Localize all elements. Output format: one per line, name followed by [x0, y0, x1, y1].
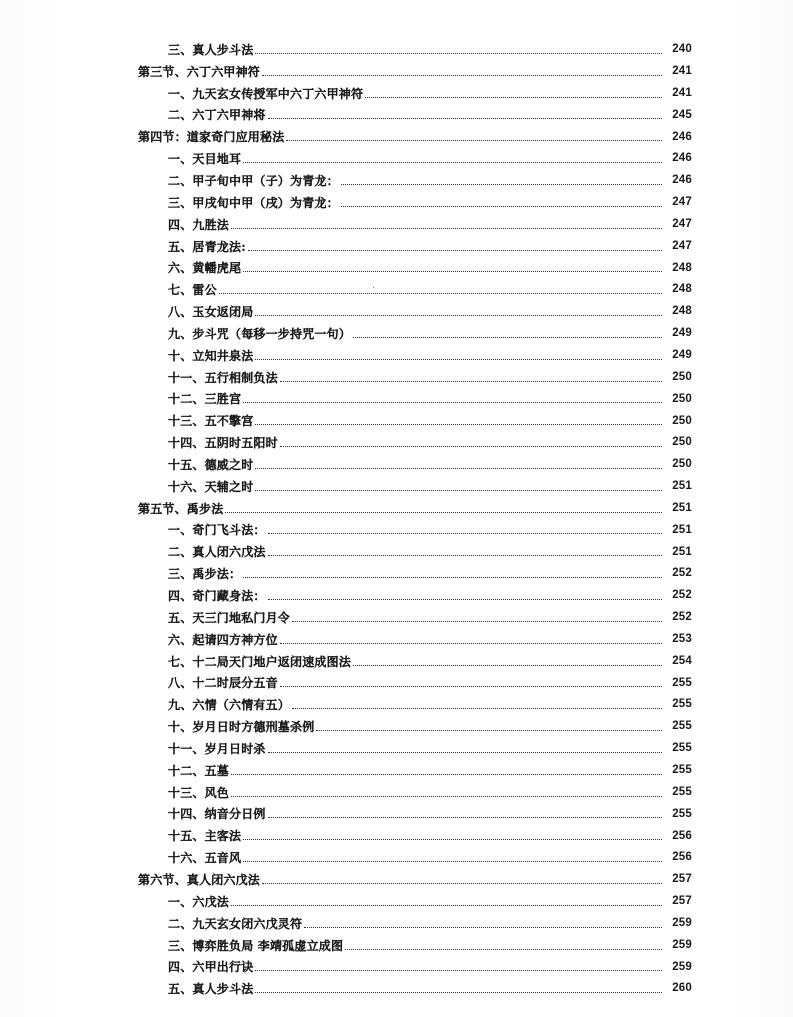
toc-entry-title: 一、天目地耳 — [168, 152, 242, 167]
toc-page-number: 252 — [672, 611, 692, 624]
dot-leader — [219, 292, 662, 294]
toc-page-number: 251 — [672, 501, 692, 514]
toc-entry — [0, 672, 793, 694]
toc-entry-title: 八、玉女返闭局 — [168, 305, 254, 320]
toc-page-number: 246 — [672, 152, 692, 165]
toc-entry — [0, 170, 793, 192]
toc-entry — [0, 148, 793, 170]
toc-page-number: 251 — [672, 480, 692, 493]
toc-entry — [0, 257, 793, 279]
toc-entry-title: 十六、天辅之时 — [168, 479, 254, 494]
toc-entry — [0, 585, 793, 607]
toc-page-number: 251 — [672, 523, 692, 536]
dot-leader — [231, 904, 662, 906]
scan-speck — [373, 287, 374, 288]
toc-section-heading — [0, 869, 793, 891]
toc-entry — [0, 563, 793, 585]
dot-leader — [365, 96, 662, 98]
toc-entry — [0, 345, 793, 367]
toc-entry — [0, 520, 793, 542]
dot-leader — [243, 576, 662, 578]
toc-page-number: 250 — [672, 414, 692, 427]
toc-entry — [0, 323, 793, 345]
toc-entry-title: 三、甲戌旬中甲（戌）为青龙： — [168, 195, 339, 210]
toc-entry-title: 一、六戊法 — [168, 894, 230, 909]
toc-page-number: 259 — [672, 938, 692, 951]
toc-entry-title: 二、六丁六甲神将 — [168, 108, 266, 123]
toc-page-number: 252 — [672, 567, 692, 580]
toc-entry-title: 三、博弈胜负局 李靖孤虚立成图 — [168, 938, 344, 953]
dot-leader — [255, 358, 662, 360]
toc-entry-title: 十五、德威之时 — [168, 457, 254, 472]
toc-page-number: 241 — [672, 86, 692, 99]
toc-page-number: 247 — [672, 239, 692, 252]
toc-page-number: 247 — [672, 217, 692, 230]
dot-leader — [286, 139, 662, 141]
toc-entry — [0, 825, 793, 847]
dot-leader — [345, 948, 662, 950]
dot-leader — [243, 860, 662, 862]
toc-entry-title: 九、六情（六情有五） — [168, 698, 291, 713]
toc-entry — [0, 105, 793, 127]
toc-page-number: 259 — [672, 960, 692, 973]
toc-entry — [0, 956, 793, 978]
toc-entry-title: 十一、岁月日时杀 — [168, 741, 266, 756]
toc-section-heading — [0, 126, 793, 148]
dot-leader — [280, 445, 662, 447]
dot-leader — [255, 423, 662, 425]
dot-leader — [292, 707, 662, 709]
toc-entry-title: 二、九天玄女闭六戊灵符 — [168, 916, 303, 931]
table-of-contents — [0, 39, 793, 1000]
toc-entry — [0, 782, 793, 804]
dot-leader — [268, 117, 662, 119]
toc-page-number: 250 — [672, 458, 692, 471]
toc-entry — [0, 83, 793, 105]
dot-leader — [243, 401, 662, 403]
toc-entry — [0, 432, 793, 454]
dot-leader — [255, 52, 662, 54]
toc-entry-title: 五、天三门地私门月令 — [168, 610, 291, 625]
dot-leader — [255, 991, 662, 993]
toc-entry — [0, 607, 793, 629]
dot-leader — [243, 270, 662, 272]
dot-leader — [268, 554, 662, 556]
toc-entry-title: 三、禹步法： — [168, 567, 242, 582]
toc-entry-title: 十三、风色 — [168, 785, 230, 800]
dot-leader — [243, 161, 662, 163]
toc-entry-title: 第五节、禹步法 — [138, 501, 224, 516]
toc-entry — [0, 978, 793, 1000]
toc-page-number: 251 — [672, 545, 692, 558]
toc-entry — [0, 716, 793, 738]
dot-leader — [248, 249, 662, 251]
toc-page-number: 250 — [672, 436, 692, 449]
toc-entry-title: 一、奇门飞斗法： — [168, 523, 266, 538]
toc-page-number: 247 — [672, 196, 692, 209]
dot-leader — [231, 795, 662, 797]
toc-entry-title: 十五、主客法 — [168, 829, 242, 844]
toc-entry-title: 一、九天玄女传授军中六丁六甲神符 — [168, 86, 364, 101]
toc-page-number: 255 — [672, 676, 692, 689]
toc-entry — [0, 760, 793, 782]
toc-entry-title: 十三、五不擎宫 — [168, 414, 254, 429]
dot-leader — [341, 205, 662, 207]
toc-entry-title: 十四、五阴时五阳时 — [168, 436, 278, 451]
toc-page-number: 255 — [672, 785, 692, 798]
toc-entry-title: 四、奇门藏身法： — [168, 589, 266, 604]
toc-page-number: 257 — [672, 873, 692, 886]
toc-page-number: 246 — [672, 130, 692, 143]
toc-entry — [0, 301, 793, 323]
toc-page-number: 256 — [672, 851, 692, 864]
toc-entry — [0, 913, 793, 935]
toc-entry — [0, 541, 793, 563]
dot-leader — [304, 926, 662, 928]
toc-page-number: 260 — [672, 982, 692, 995]
toc-entry — [0, 410, 793, 432]
toc-entry — [0, 367, 793, 389]
toc-entry-title: 十四、纳音分日例 — [168, 807, 266, 822]
toc-entry-title: 十、岁月日时方德刑墓杀例 — [168, 720, 315, 735]
toc-entry — [0, 804, 793, 826]
toc-page-number: 255 — [672, 764, 692, 777]
toc-entry-title: 十六、五音风 — [168, 851, 242, 866]
toc-entry — [0, 651, 793, 673]
toc-page-number: 255 — [672, 807, 692, 820]
toc-entry — [0, 847, 793, 869]
toc-page-number: 241 — [672, 65, 692, 78]
toc-page-number: 252 — [672, 589, 692, 602]
toc-entry — [0, 214, 793, 236]
toc-page-number: 254 — [672, 654, 692, 667]
toc-entry-title: 三、真人步斗法 — [168, 42, 254, 57]
toc-entry-title: 第三节、六丁六甲神符 — [138, 64, 261, 79]
toc-entry-title: 七、十二局天门地户返闭速成图法 — [168, 654, 352, 669]
toc-entry — [0, 192, 793, 214]
toc-entry-title: 第四节：道家奇门应用秘法 — [138, 130, 285, 145]
toc-page-number: 248 — [672, 261, 692, 274]
toc-section-heading — [0, 61, 793, 83]
toc-entry — [0, 454, 793, 476]
dot-leader — [268, 598, 662, 600]
dot-leader — [353, 336, 662, 338]
toc-entry-title: 九、步斗咒（每移一步持咒一句） — [168, 326, 352, 341]
toc-entry — [0, 891, 793, 913]
toc-page-number: 245 — [672, 108, 692, 121]
toc-page-number: 257 — [672, 895, 692, 908]
dot-leader — [268, 816, 662, 818]
toc-entry-title: 十二、五墓 — [168, 763, 230, 778]
dot-leader — [280, 380, 662, 382]
toc-entry-title: 四、六甲出行诀 — [168, 960, 254, 975]
toc-page-number: 255 — [672, 742, 692, 755]
dot-leader — [262, 74, 662, 76]
dot-leader — [268, 751, 662, 753]
toc-page-number: 255 — [672, 698, 692, 711]
toc-entry-title: 六、黄幡虎尾 — [168, 261, 242, 276]
toc-entry — [0, 279, 793, 301]
toc-section-heading — [0, 498, 793, 520]
dot-leader — [292, 620, 662, 622]
toc-entry-title: 六、起请四方神方位 — [168, 632, 278, 647]
dot-leader — [255, 969, 662, 971]
toc-entry-title: 十二、三胜宫 — [168, 392, 242, 407]
toc-page-number: 253 — [672, 632, 692, 645]
dot-leader — [225, 511, 662, 513]
toc-entry — [0, 629, 793, 651]
toc-entry-title: 十一、五行相制负法 — [168, 370, 278, 385]
dot-leader — [255, 314, 662, 316]
toc-entry — [0, 39, 793, 61]
dot-leader — [255, 467, 662, 469]
toc-page-number: 259 — [672, 916, 692, 929]
dot-leader — [353, 664, 662, 666]
toc-page-number: 248 — [672, 305, 692, 318]
toc-entry — [0, 236, 793, 258]
dot-leader — [341, 183, 662, 185]
dot-leader — [268, 532, 662, 534]
toc-entry-title: 五、真人步斗法 — [168, 982, 254, 997]
dot-leader — [262, 882, 662, 884]
toc-page-number: 255 — [672, 720, 692, 733]
dot-leader — [280, 685, 662, 687]
toc-page-number: 249 — [672, 348, 692, 361]
dot-leader — [231, 227, 662, 229]
dot-leader — [243, 838, 662, 840]
toc-entry — [0, 476, 793, 498]
toc-entry-title: 七、雷公 — [168, 283, 217, 298]
toc-page-number: 250 — [672, 370, 692, 383]
toc-entry — [0, 389, 793, 411]
dot-leader — [231, 773, 662, 775]
dot-leader — [255, 489, 662, 491]
toc-page-number: 240 — [672, 43, 692, 56]
toc-entry — [0, 694, 793, 716]
toc-entry-title: 八、十二时辰分五音 — [168, 676, 278, 691]
dot-leader — [280, 642, 662, 644]
toc-entry — [0, 738, 793, 760]
dot-leader — [316, 729, 662, 731]
toc-page-number: 256 — [672, 829, 692, 842]
toc-entry-title: 二、甲子旬中甲（子）为青龙： — [168, 173, 339, 188]
toc-page-number: 249 — [672, 327, 692, 340]
toc-entry-title: 四、九胜法 — [168, 217, 230, 232]
toc-entry-title: 十、立知井泉法 — [168, 348, 254, 363]
toc-entry-title: 第六节、真人闭六戊法 — [138, 872, 261, 887]
toc-page-number: 250 — [672, 392, 692, 405]
toc-entry-title: 五、居青龙法: — [168, 239, 246, 254]
toc-entry — [0, 935, 793, 957]
toc-entry-title: 二、真人闭六戊法 — [168, 545, 266, 560]
toc-page-number: 246 — [672, 174, 692, 187]
toc-page-number: 248 — [672, 283, 692, 296]
